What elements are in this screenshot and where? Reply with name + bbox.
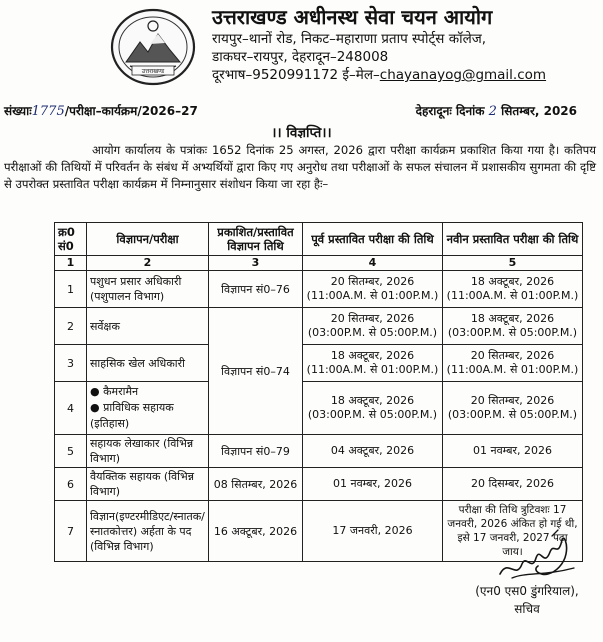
row-exam: सहायक लेखाकार (विभिन्न विभाग) [87, 435, 209, 468]
table-row [55, 308, 583, 345]
reference-date [416, 102, 577, 119]
org-block [212, 4, 597, 84]
col-header-sno: क्र0 सं0 [55, 223, 87, 256]
contact-email-link[interactable]: chayanayog@gmail.com [379, 67, 547, 83]
old-time-text: (03:00P.M. से 05:00P.M.) [307, 408, 438, 421]
exam-schedule-table [54, 222, 583, 562]
table-row [55, 468, 583, 501]
row-new-date [443, 308, 583, 345]
new-date-text: 20 सितम्बर, 2026 [470, 349, 555, 362]
col-header-new-date: नवीन प्रस्तावित परीक्षा की तिथि [443, 223, 583, 256]
place-date-label: देहरादूनः दिनांक [415, 104, 485, 118]
row-exam: सर्वेक्षक [87, 308, 209, 345]
table-row [55, 271, 583, 308]
col-header-advt-date: प्रकाशित/प्रस्तावित विज्ञापन तिथि [209, 223, 303, 256]
row-old-date: 04 अक्टूबर, 2026 [303, 435, 443, 468]
signature-icon [492, 528, 582, 584]
row-old-date [303, 382, 443, 435]
row-new-date [443, 345, 583, 382]
col-number: 4 [303, 256, 443, 271]
reference-number [4, 102, 198, 119]
row-sno: 2 [55, 308, 87, 345]
col-number: 1 [55, 256, 87, 271]
address-line-2: डाकघर–रायपुर, देहरादून–248008 [212, 49, 389, 65]
contact-email-label: ई–मेल– [342, 67, 380, 83]
new-time-text: (03:00P.M. से 05:00P.M.) [447, 326, 578, 339]
col-header-old-date: पूर्व प्रस्तावित परीक्षा की तिथि [303, 223, 443, 256]
seal-caption: उत्तराखण्ड [141, 68, 165, 75]
row-exam: वैयक्तिक सहायक (विभिन्न विभाग) [87, 468, 209, 501]
address-line-1: रायपुर–थानों रोड, निकट–महाराणा प्रताप स्पोर्ट्स कॉलेज, [212, 31, 487, 47]
contact-line [212, 66, 597, 84]
reference-row [4, 102, 599, 120]
old-time-text: (11:00A.M. से 01:00P.M.) [306, 363, 439, 376]
date-day: 2 [488, 104, 497, 119]
reference-number-suffix: /परीक्षा–कार्यक्रम/2026–27 [64, 104, 198, 118]
notice-body [4, 142, 596, 193]
signatory-name: (एन0 एस0 डुंगरियाल), [475, 584, 579, 598]
reference-number-value: 1775 [31, 104, 65, 119]
old-time-text: (11:00A.M. से 01:00P.M.) [306, 289, 439, 302]
org-title: उत्तराखण्ड अधीनस्थ सेवा चयन आयोग [212, 5, 493, 29]
row-new-date: 20 दिसम्बर, 2026 [443, 468, 583, 501]
row-old-date [303, 271, 443, 308]
old-date-text: 18 अक्टूबर, 2026 [330, 349, 415, 362]
exam-list-item: ● कैमरामैन [90, 385, 139, 398]
row-advt: विज्ञापन सं0–76 [209, 271, 303, 308]
col-number: 3 [209, 256, 303, 271]
row-sno: 3 [55, 345, 87, 382]
col-number: 2 [87, 256, 209, 271]
signatory-designation: सचिव [514, 602, 540, 616]
col-number: 5 [443, 256, 583, 271]
row-advt: विज्ञापन सं0–79 [209, 435, 303, 468]
row-sno: 7 [55, 501, 87, 562]
old-time-text: (03:00P.M. से 05:00P.M.) [307, 326, 438, 339]
row-old-date: 17 जनवरी, 2026 [303, 501, 443, 562]
new-time-text: (11:00A.M. से 01:00P.M.) [446, 363, 579, 376]
notice-body-text: आयोग कार्यालय के पत्रांकः 1652 दिनांक 25 अगस्त, 2026 द्वारा परीक्षा कार्यक्रम प्रकाशित किया गया है। कतिपय परीक्षाओं की तिथियों में परिवर्तन के संबंध में अभ्यर्थियों द्वारा किए गए अनुरोध तथा परीक्षाओं के सफल संचालन में प्रशासकीय सुगमता की दृष्टि से उपरोक्त प्रस्तावित परीक्षा कार्यक्रम में निम्नानुसार संशोधन किया जा रहा हैः– [4, 143, 596, 191]
notice-heading: ।। विज्ञप्ति।। [271, 125, 332, 141]
row-exam: विज्ञान(इण्टरमीडिएट/स्नातक/ स्नातकोत्तर) अर्हता के पद (विभिन्न विभाग) [87, 501, 209, 562]
old-date-text: 20 सितम्बर, 2026 [330, 312, 415, 325]
commission-seal-icon [110, 8, 196, 86]
row-sno: 6 [55, 468, 87, 501]
new-date-text: 18 अक्टूबर, 2026 [470, 275, 555, 288]
row-new-date-note: परीक्षा की तिथि त्रुटिवशः 17 जनवरी, 2026 अंकित हो गई थी, इसे 17 जनवरी, 2027 पढ़ा जाय। [443, 501, 583, 562]
old-date-text: 18 अक्टूबर, 2026 [330, 394, 415, 407]
new-time-text: (03:00P.M. से 05:00P.M.) [447, 408, 578, 421]
column-number-row [55, 256, 583, 271]
row-old-date [303, 345, 443, 382]
row-advt: 16 अक्टूबर, 2026 [209, 501, 303, 562]
new-time-text: (11:00A.M. से 01:00P.M.) [446, 289, 579, 302]
row-exam-list [87, 382, 209, 435]
new-date-text: 20 सितम्बर, 2026 [470, 394, 555, 407]
date-rest: सितम्बर, 2026 [501, 104, 577, 118]
row-old-date [303, 308, 443, 345]
row-new-date [443, 382, 583, 435]
exam-list-item: ● प्राविधिक सहायक (इतिहास) [90, 401, 174, 430]
row-new-date [443, 271, 583, 308]
row-advt: 08 सितम्बर, 2026 [209, 468, 303, 501]
table-header-row [55, 223, 583, 256]
contact-phone: दूरभाष–9520991172 [212, 67, 339, 83]
table-row [55, 382, 583, 435]
reference-number-label: संख्याः [4, 104, 32, 118]
col-header-exam: विज्ञापन/परीक्षा [87, 223, 209, 256]
new-date-text: 18 अक्टूबर, 2026 [470, 312, 555, 325]
row-exam: साहसिक खेल अधिकारी [87, 345, 209, 382]
row-sno: 4 [55, 382, 87, 435]
table-row [55, 345, 583, 382]
table-row [55, 435, 583, 468]
row-sno: 5 [55, 435, 87, 468]
row-old-date: 01 नवम्बर, 2026 [303, 468, 443, 501]
row-advt-merged: विज्ञापन सं0–74 [209, 308, 303, 435]
row-exam: पशुधन प्रसार अधिकारी (पशुपालन विभाग) [87, 271, 209, 308]
old-date-text: 20 सितम्बर, 2026 [330, 275, 415, 288]
row-sno: 1 [55, 271, 87, 308]
row-new-date: 01 नवम्बर, 2026 [443, 435, 583, 468]
